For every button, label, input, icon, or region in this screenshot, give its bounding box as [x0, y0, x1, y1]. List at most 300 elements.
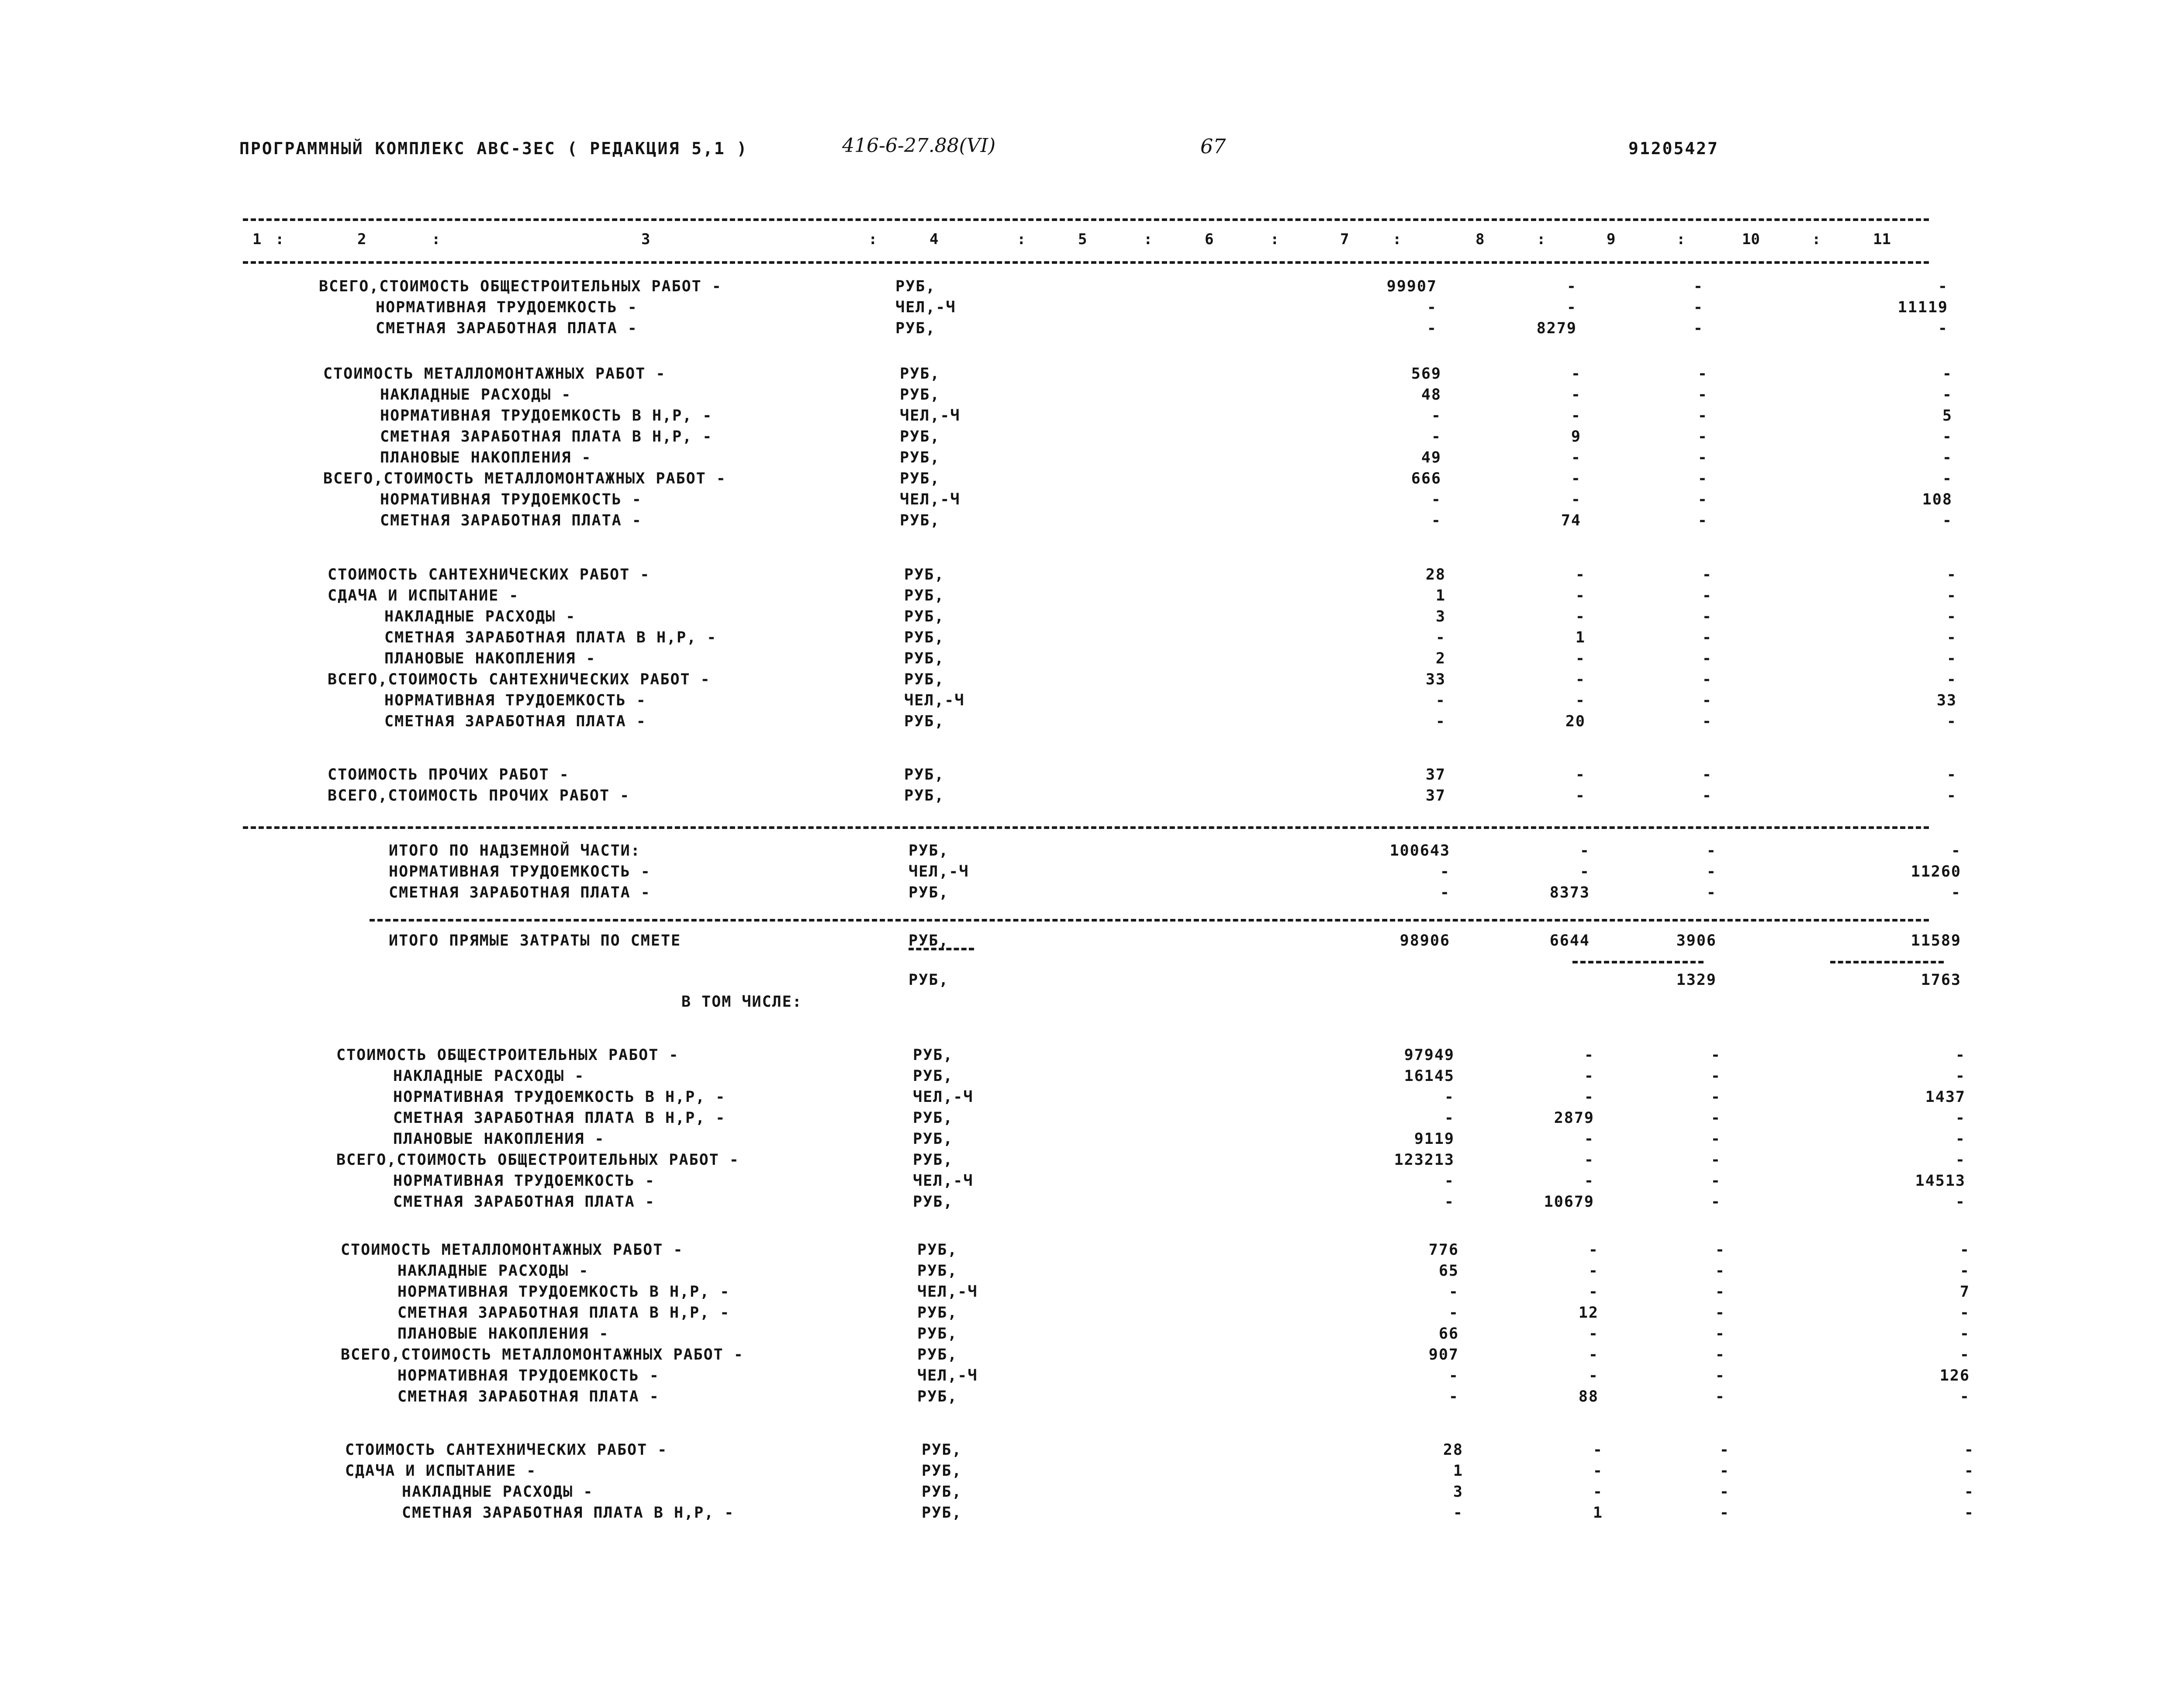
col-11-value: - — [1959, 1388, 1970, 1405]
col-9-value: - — [1719, 1462, 1730, 1480]
table-row — [0, 1193, 2184, 1214]
col-7-value: 97949 — [1404, 1046, 1455, 1064]
col-8-value: - — [1571, 386, 1581, 404]
table-row — [0, 671, 2184, 692]
table-row — [0, 1130, 2184, 1151]
col-11-value: 1437 — [1925, 1088, 1966, 1106]
col-9-value: - — [1706, 884, 1717, 901]
row-label: СДАЧА И ИСПЫТАНИЕ - — [328, 587, 519, 604]
table-row — [0, 863, 2184, 884]
col-9-value: - — [1702, 650, 1712, 667]
col-sep: : — [1537, 231, 1546, 248]
col-7-number: 7 — [1340, 231, 1349, 248]
table-row — [0, 1109, 2184, 1130]
table-row — [0, 470, 2184, 491]
row-unit: РУБ, — [913, 1046, 954, 1064]
row-unit: РУБ, — [904, 713, 945, 730]
col-9-value: - — [1702, 692, 1712, 709]
col-4-number: 4 — [930, 231, 939, 248]
table-row — [0, 299, 2184, 320]
table-row — [0, 1504, 2184, 1525]
col-sep: : — [1812, 231, 1821, 248]
table-row — [0, 1483, 2184, 1504]
col-11-value: 7 — [1959, 1283, 1970, 1301]
row-label: СМЕТНАЯ ЗАРАБОТНАЯ ПЛАТА - — [380, 512, 642, 529]
col-11-value: 1763 — [1921, 971, 1961, 989]
section-rule — [243, 826, 1929, 829]
table-row — [0, 608, 2184, 629]
col-8-value: - — [1575, 608, 1586, 625]
col-11-value: - — [1959, 1325, 1970, 1343]
table-row — [0, 1304, 2184, 1325]
row-label: НОРМАТИВНАЯ ТРУДОЕМКОСТЬ В Н,Р, - — [397, 1283, 730, 1301]
col-7-value: - — [1444, 1172, 1455, 1190]
col-9-value: - — [1711, 1088, 1721, 1106]
row-unit: РУБ, — [917, 1388, 958, 1405]
row-label: ПЛАНОВЫЕ НАКОПЛЕНИЯ - — [384, 650, 596, 667]
table-row — [0, 1325, 2184, 1346]
col-11-value: - — [1955, 1067, 1966, 1085]
row-unit: РУБ, — [922, 1462, 962, 1480]
col-8-value: 2879 — [1554, 1109, 1594, 1127]
col-7-value: 98906 — [1400, 932, 1450, 949]
col-7-value: 48 — [1421, 386, 1441, 404]
row-label: ВСЕГО,СТОИМОСТЬ ОБЩЕСТРОИТЕЛЬНЫХ РАБОТ - — [336, 1151, 740, 1169]
row-unit: РУБ, — [913, 1151, 954, 1169]
col-9-value: - — [1702, 671, 1712, 688]
col-8-value: - — [1584, 1088, 1594, 1106]
row-unit: РУБ, — [900, 386, 940, 404]
col-sep: : — [432, 231, 441, 248]
col-7-value: - — [1435, 629, 1446, 646]
col-7-value: - — [1453, 1504, 1463, 1522]
col-8-value: - — [1571, 491, 1581, 508]
col-8-value: - — [1588, 1367, 1599, 1384]
row-label: НОРМАТИВНАЯ ТРУДОЕМКОСТЬ - — [393, 1172, 655, 1190]
row-label: ВСЕГО,СТОИМОСТЬ ПРОЧИХ РАБОТ - — [328, 787, 630, 804]
col-8-value: - — [1571, 449, 1581, 466]
col-9-value: - — [1697, 407, 1708, 425]
col-8-value: - — [1588, 1283, 1599, 1301]
col-6-number: 6 — [1205, 231, 1214, 248]
col-9-value: - — [1715, 1388, 1725, 1405]
col-7-value: - — [1427, 320, 1437, 337]
row-unit: РУБ, — [909, 842, 949, 860]
col-8-value: - — [1584, 1067, 1594, 1085]
col-8-value: 12 — [1578, 1304, 1599, 1322]
table-row — [0, 1151, 2184, 1172]
col-9-value: - — [1706, 842, 1717, 860]
table-row — [0, 1441, 2184, 1462]
col-8-value: 1 — [1575, 629, 1586, 646]
col-8-value: - — [1571, 470, 1581, 487]
row-label: В ТОМ ЧИСЛЕ: — [681, 993, 802, 1011]
table-top-rule — [243, 218, 1929, 221]
col-7-value: - — [1431, 512, 1441, 529]
row-unit: ЧЕЛ,-Ч — [900, 491, 961, 508]
col-11-value: - — [1938, 278, 1948, 295]
col-9-value: - — [1711, 1172, 1721, 1190]
table-row — [0, 1172, 2184, 1193]
table-row — [0, 1283, 2184, 1304]
col-7-value: - — [1435, 713, 1446, 730]
table-row — [0, 932, 2184, 953]
table-row — [0, 842, 2184, 863]
col-11-value: - — [1951, 842, 1961, 860]
col-9-number: 9 — [1607, 231, 1616, 248]
col-11-value: - — [1955, 1046, 1966, 1064]
col-8-value: - — [1575, 566, 1586, 583]
col-9-value: - — [1715, 1262, 1725, 1280]
table-row — [0, 1462, 2184, 1483]
row-unit: РУБ, — [913, 1109, 954, 1127]
table-row — [0, 428, 2184, 449]
col-8-value: - — [1575, 587, 1586, 604]
row-label: СТОИМОСТЬ ПРОЧИХ РАБОТ - — [328, 766, 570, 784]
row-unit: РУБ, — [909, 971, 949, 989]
col-7-value: - — [1440, 863, 1450, 880]
col-9-value: - — [1693, 299, 1704, 316]
row-label: СМЕТНАЯ ЗАРАБОТНАЯ ПЛАТА В Н,Р, - — [380, 428, 713, 445]
col-9-value: - — [1715, 1304, 1725, 1322]
handwritten-reference: 416-6-27.88(VI) — [842, 135, 996, 157]
table-row — [0, 1046, 2184, 1067]
col-7-value: 666 — [1411, 470, 1441, 487]
table-row — [0, 1067, 2184, 1088]
col-11-value: - — [1946, 566, 1957, 583]
col-8-value: 1 — [1593, 1504, 1603, 1522]
col-11-value: - — [1946, 587, 1957, 604]
col-11-value: - — [1946, 766, 1957, 784]
table-row — [0, 713, 2184, 734]
table-row — [0, 1367, 2184, 1388]
row-label: СТОИМОСТЬ МЕТАЛЛОМОНТАЖНЫХ РАБОТ - — [323, 365, 666, 383]
col-7-value: 123213 — [1394, 1151, 1455, 1169]
col-9-value: - — [1697, 449, 1708, 466]
row-unit: ЧЕЛ,-Ч — [895, 299, 956, 316]
row-label: НАКЛАДНЫЕ РАСХОДЫ - — [380, 386, 572, 404]
col-8-value: 20 — [1565, 713, 1586, 730]
col-8-value: 8279 — [1536, 320, 1577, 337]
col-11-value: - — [1955, 1151, 1966, 1169]
page-number: 67 — [1200, 135, 1226, 158]
col-9-value: - — [1697, 365, 1708, 383]
col-7-value: 569 — [1411, 365, 1441, 383]
col-8-value: - — [1588, 1325, 1599, 1343]
table-row — [0, 993, 2184, 1014]
col-11-value: 126 — [1939, 1367, 1970, 1384]
table-row — [0, 692, 2184, 713]
row-unit: РУБ, — [904, 787, 945, 804]
col-7-value: 907 — [1428, 1346, 1459, 1364]
col-2-number: 2 — [357, 231, 366, 248]
col-11-value: - — [1942, 449, 1952, 466]
col-7-value: 66 — [1438, 1325, 1459, 1343]
col-9-value: - — [1697, 491, 1708, 508]
column-11-underline — [1830, 961, 1944, 963]
row-label: НАКЛАДНЫЕ РАСХОДЫ - — [402, 1483, 594, 1501]
table-row — [0, 512, 2184, 533]
col-9-value: - — [1711, 1109, 1721, 1127]
table-row — [0, 971, 2184, 992]
col-7-value: 3 — [1453, 1483, 1463, 1501]
row-label: СМЕТНАЯ ЗАРАБОТНАЯ ПЛАТА - — [393, 1193, 655, 1211]
col-7-value: - — [1431, 428, 1441, 445]
col-7-value: 2 — [1435, 650, 1446, 667]
col-9-value: - — [1719, 1483, 1730, 1501]
col-11-value: - — [1942, 512, 1952, 529]
col-7-value: 1 — [1435, 587, 1446, 604]
col-9-value: - — [1706, 863, 1717, 880]
col-8-value: - — [1566, 299, 1577, 316]
col-sep: : — [1270, 231, 1279, 248]
table-row — [0, 650, 2184, 671]
col-7-value: 16145 — [1404, 1067, 1455, 1085]
row-label: НОРМАТИВНАЯ ТРУДОЕМКОСТЬ - — [380, 491, 642, 508]
table-row — [0, 365, 2184, 386]
column-header-row — [239, 231, 1934, 248]
col-8-value: - — [1566, 278, 1577, 295]
table-row — [0, 386, 2184, 407]
row-label: ПЛАНОВЫЕ НАКОПЛЕНИЯ - — [380, 449, 592, 466]
col-11-value: - — [1959, 1346, 1970, 1364]
row-unit: РУБ, — [904, 566, 945, 583]
col-11-value: - — [1959, 1304, 1970, 1322]
col-8-value: 6644 — [1549, 932, 1590, 949]
col-7-value: - — [1431, 407, 1441, 425]
row-label: СТОИМОСТЬ САНТЕХНИЧЕСКИХ РАБОТ - — [328, 566, 650, 583]
row-unit: РУБ, — [913, 1130, 954, 1148]
col-11-value: - — [1959, 1241, 1970, 1259]
row-unit: РУБ, — [904, 608, 945, 625]
col-8-value: 9 — [1571, 428, 1581, 445]
unit-underline — [909, 948, 974, 950]
col-10-number: 10 — [1742, 231, 1760, 248]
col-8-value: - — [1575, 671, 1586, 688]
row-label: СМЕТНАЯ ЗАРАБОТНАЯ ПЛАТА - — [389, 884, 651, 901]
table-row — [0, 1088, 2184, 1109]
col-11-value: - — [1938, 320, 1948, 337]
col-8-value: - — [1571, 407, 1581, 425]
row-label: НАКЛАДНЫЕ РАСХОДЫ - — [384, 608, 576, 625]
col-8-value: - — [1575, 650, 1586, 667]
col-7-value: - — [1440, 884, 1450, 901]
row-label: ПЛАНОВЫЕ НАКОПЛЕНИЯ - — [397, 1325, 609, 1343]
row-label: СМЕТНАЯ ЗАРАБОТНАЯ ПЛАТА В Н,Р, - — [397, 1304, 730, 1322]
col-sep: : — [1144, 231, 1153, 248]
row-label: СМЕТНАЯ ЗАРАБОТНАЯ ПЛАТА - — [376, 320, 638, 337]
row-unit: РУБ, — [904, 587, 945, 604]
col-7-value: 9119 — [1414, 1130, 1455, 1148]
col-7-value: - — [1444, 1193, 1455, 1211]
col-11-value: 11119 — [1897, 299, 1948, 316]
row-unit: РУБ, — [895, 278, 936, 295]
col-11-value: 33 — [1936, 692, 1957, 709]
col-7-value: - — [1448, 1388, 1459, 1405]
col-9-value: - — [1715, 1346, 1725, 1364]
row-unit: ЧЕЛ,-Ч — [913, 1172, 974, 1190]
col-9-value: 1329 — [1676, 971, 1717, 989]
table-row — [0, 766, 2184, 787]
col-7-value: 3 — [1435, 608, 1446, 625]
table-row — [0, 629, 2184, 650]
row-unit: РУБ, — [904, 650, 945, 667]
col-7-value: 1 — [1453, 1462, 1463, 1480]
row-label: ВСЕГО,СТОИМОСТЬ МЕТАЛЛОМОНТАЖНЫХ РАБОТ - — [323, 470, 726, 487]
table-row — [0, 1241, 2184, 1262]
row-unit: РУБ, — [917, 1241, 958, 1259]
row-unit: РУБ, — [913, 1193, 954, 1211]
col-7-value: 33 — [1425, 671, 1446, 688]
row-unit: РУБ, — [895, 320, 936, 337]
col-7-value: - — [1435, 692, 1446, 709]
col-11-value: 11260 — [1911, 863, 1961, 880]
row-label: ВСЕГО,СТОИМОСТЬ МЕТАЛЛОМОНТАЖНЫХ РАБОТ - — [341, 1346, 744, 1364]
col-11-value: - — [1964, 1441, 1974, 1459]
table-row — [0, 884, 2184, 905]
table-row — [0, 587, 2184, 608]
row-unit: РУБ, — [922, 1441, 962, 1459]
col-9-value: - — [1693, 278, 1704, 295]
table-row — [0, 787, 2184, 808]
row-unit: РУБ, — [917, 1262, 958, 1280]
row-label: СМЕТНАЯ ЗАРАБОТНАЯ ПЛАТА В Н,Р, - — [384, 629, 717, 646]
col-11-value: 108 — [1922, 491, 1952, 508]
col-9-value: - — [1697, 470, 1708, 487]
col-9-value: - — [1702, 713, 1712, 730]
col-8-value: - — [1575, 692, 1586, 709]
col-9-value: - — [1711, 1067, 1721, 1085]
col-8-value: 8373 — [1549, 884, 1590, 901]
col-9-value: - — [1715, 1241, 1725, 1259]
row-unit: РУБ, — [909, 884, 949, 901]
col-8-value: 10679 — [1544, 1193, 1594, 1211]
row-label: СТОИМОСТЬ ОБЩЕСТРОИТЕЛЬНЫХ РАБОТ - — [336, 1046, 679, 1064]
col-sep: : — [1676, 231, 1686, 248]
row-label: ВСЕГО,СТОИМОСТЬ САНТЕХНИЧЕСКИХ РАБОТ - — [328, 671, 711, 688]
col-8-value: - — [1575, 766, 1586, 784]
col-11-value: - — [1955, 1193, 1966, 1211]
page-header — [239, 135, 2184, 169]
col-11-value: - — [1951, 884, 1961, 901]
row-label: НОРМАТИВНАЯ ТРУДОЕМКОСТЬ - — [384, 692, 646, 709]
row-label: ВСЕГО,СТОИМОСТЬ ОБЩЕСТРОИТЕЛЬНЫХ РАБОТ - — [319, 278, 722, 295]
col-7-value: - — [1444, 1109, 1455, 1127]
row-label: ПЛАНОВЫЕ НАКОПЛЕНИЯ - — [393, 1130, 605, 1148]
col-9-value: - — [1719, 1441, 1730, 1459]
table-row — [0, 278, 2184, 299]
col-7-value: 37 — [1425, 787, 1446, 804]
row-unit: РУБ, — [900, 470, 940, 487]
col-7-value: 28 — [1443, 1441, 1463, 1459]
row-unit: РУБ, — [904, 629, 945, 646]
table-row — [0, 1388, 2184, 1409]
col-7-value: 100643 — [1389, 842, 1450, 860]
row-label: СТОИМОСТЬ САНТЕХНИЧЕСКИХ РАБОТ - — [345, 1441, 668, 1459]
row-label: СДАЧА И ИСПЫТАНИЕ - — [345, 1462, 537, 1480]
row-label: НОРМАТИВНАЯ ТРУДОЕМКОСТЬ В Н,Р, - — [380, 407, 713, 425]
row-unit: РУБ, — [900, 512, 940, 529]
row-label: НОРМАТИВНАЯ ТРУДОЕМКОСТЬ - — [389, 863, 651, 880]
col-8-value: - — [1593, 1462, 1603, 1480]
col-7-value: - — [1448, 1283, 1459, 1301]
col-8-number: 8 — [1476, 231, 1485, 248]
col-8-value: - — [1593, 1441, 1603, 1459]
col-5-number: 5 — [1078, 231, 1087, 248]
table-row — [0, 449, 2184, 470]
col-11-value: - — [1964, 1462, 1974, 1480]
row-unit: ЧЕЛ,-Ч — [917, 1367, 978, 1384]
col-9-value: - — [1697, 386, 1708, 404]
row-label: НОРМАТИВНАЯ ТРУДОЕМКОСТЬ - — [397, 1367, 660, 1384]
col-7-value: - — [1444, 1088, 1455, 1106]
col-sep: : — [868, 231, 878, 248]
col-7-value: 49 — [1421, 449, 1441, 466]
row-unit: РУБ, — [904, 766, 945, 784]
col-11-value: 5 — [1942, 407, 1952, 425]
column-9-underline — [1572, 961, 1704, 963]
row-label: НАКЛАДНЫЕ РАСХОДЫ - — [393, 1067, 585, 1085]
row-unit: ЧЕЛ,-Ч — [917, 1283, 978, 1301]
table-row — [0, 566, 2184, 587]
col-9-value: - — [1711, 1193, 1721, 1211]
table-row — [0, 407, 2184, 428]
table-row — [0, 320, 2184, 341]
col-8-value: - — [1588, 1346, 1599, 1364]
row-unit: ЧЕЛ,-Ч — [909, 863, 969, 880]
table-row — [0, 1346, 2184, 1367]
col-8-value: - — [1584, 1046, 1594, 1064]
row-label: СМЕТНАЯ ЗАРАБОТНАЯ ПЛАТА - — [397, 1388, 660, 1405]
table-row — [0, 1262, 2184, 1283]
col-8-value: 88 — [1578, 1388, 1599, 1405]
document-number: 91205427 — [1628, 139, 1719, 158]
row-unit: РУБ, — [900, 365, 940, 383]
col-9-value: - — [1715, 1325, 1725, 1343]
row-label: СМЕТНАЯ ЗАРАБОТНАЯ ПЛАТА - — [384, 713, 646, 730]
row-unit: ЧЕЛ,-Ч — [904, 692, 965, 709]
header-bottom-rule — [243, 261, 1929, 264]
row-label: НОРМАТИВНАЯ ТРУДОЕМКОСТЬ В Н,Р, - — [393, 1088, 726, 1106]
col-8-value: - — [1593, 1483, 1603, 1501]
col-11-value: - — [1946, 650, 1957, 667]
row-unit: РУБ, — [922, 1504, 962, 1522]
col-11-value: 14513 — [1915, 1172, 1966, 1190]
col-sep: : — [1017, 231, 1026, 248]
row-label: СТОИМОСТЬ МЕТАЛЛОМОНТАЖНЫХ РАБОТ - — [341, 1241, 684, 1259]
col-11-value: - — [1955, 1130, 1966, 1148]
col-9-value: - — [1711, 1130, 1721, 1148]
col-7-value: - — [1427, 299, 1437, 316]
col-8-value: - — [1575, 787, 1586, 804]
col-8-value: - — [1584, 1130, 1594, 1148]
col-11-value: - — [1946, 671, 1957, 688]
program-title: ПРОГРАММНЫЙ КОМПЛЕКС АВС-3ЕС ( РЕДАКЦИЯ 5,1 ) — [239, 139, 748, 158]
row-label: НАКЛАДНЫЕ РАСХОДЫ - — [397, 1262, 589, 1280]
row-unit: РУБ, — [917, 1346, 958, 1364]
col-11-value: - — [1946, 713, 1957, 730]
col-9-value: - — [1702, 566, 1712, 583]
row-unit: РУБ, — [900, 449, 940, 466]
col-7-value: 776 — [1428, 1241, 1459, 1259]
row-unit: РУБ, — [917, 1325, 958, 1343]
col-9-value: - — [1702, 787, 1712, 804]
col-9-value: - — [1702, 629, 1712, 646]
col-7-value: 37 — [1425, 766, 1446, 784]
col-8-value: - — [1588, 1241, 1599, 1259]
col-11-value: - — [1964, 1504, 1974, 1522]
subtotal-rule — [370, 919, 1929, 922]
